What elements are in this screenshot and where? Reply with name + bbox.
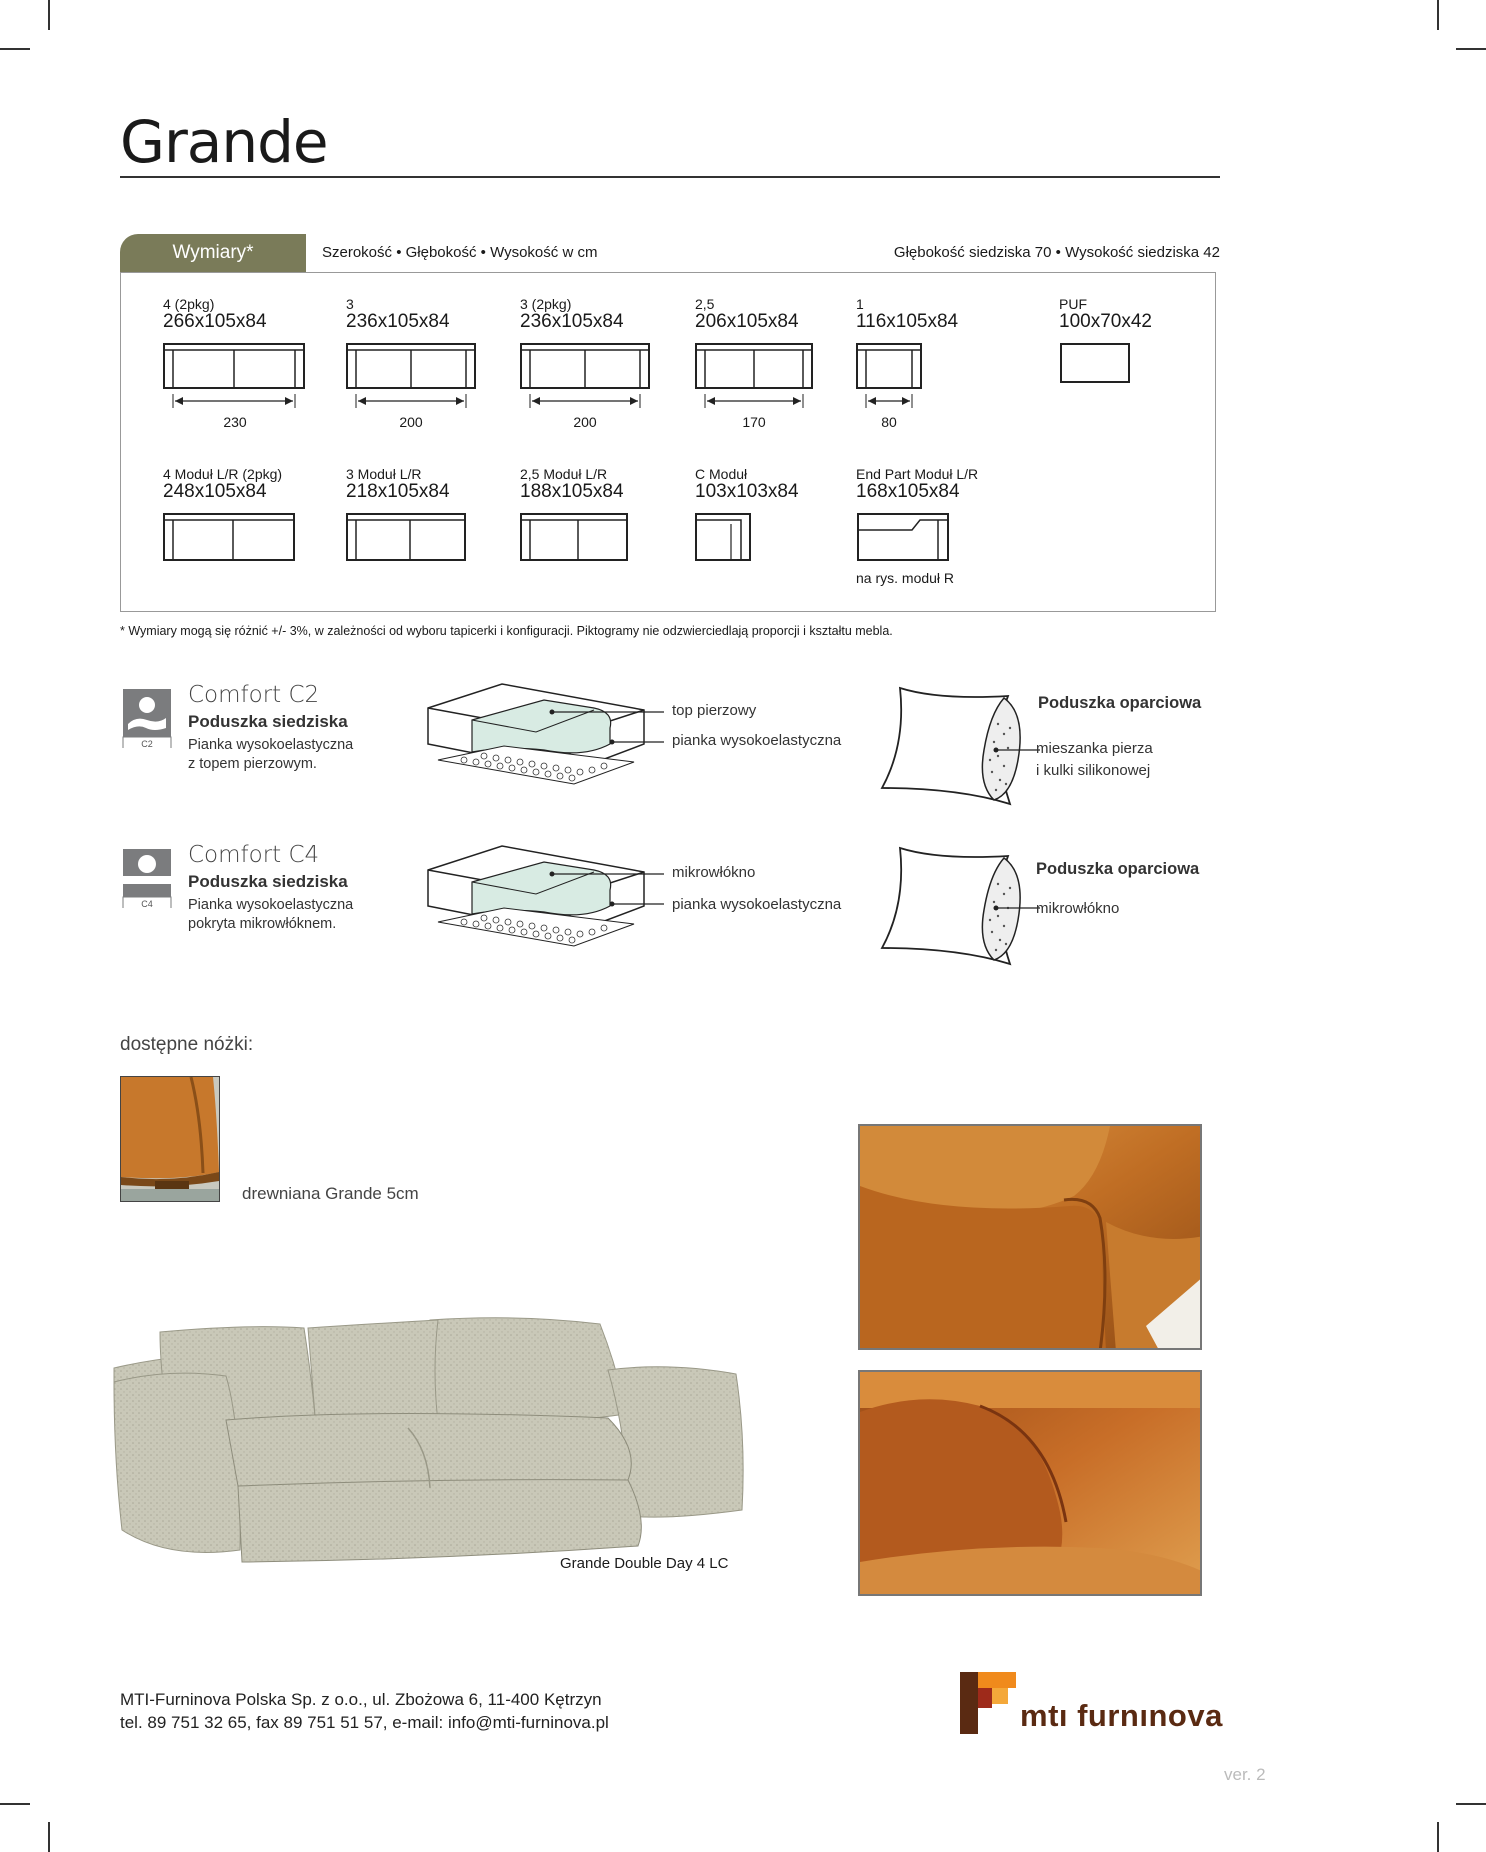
inner-width: 200	[573, 414, 597, 430]
company-info	[120, 1688, 609, 1734]
end-part-pictogram	[856, 510, 952, 564]
inner-width: 80	[881, 414, 897, 430]
module-dims: 218x105x84	[346, 481, 450, 502]
comfort-c2-icon	[122, 688, 172, 748]
company-logo	[960, 1672, 1223, 1742]
module-pictogram	[163, 510, 297, 564]
comfort-icon-code: C4	[141, 899, 153, 908]
detail-photo-cushion	[858, 1370, 1202, 1596]
crop-mark	[48, 1822, 50, 1852]
module-note: na rys. moduł R	[856, 570, 955, 586]
dimensions-tab: Wymiary*	[120, 234, 306, 272]
comfort-icon-code: C2	[141, 739, 153, 748]
pouf-pictogram	[1059, 340, 1133, 386]
module-name: PUF	[1059, 296, 1087, 312]
module-dims: 248x105x84	[163, 481, 267, 502]
comfort-desc: Pianka wysokoelastyczna	[188, 897, 354, 913]
sofa-pictogram	[346, 340, 480, 420]
back-pillow-title: Poduszka oparciowa	[1036, 860, 1200, 878]
sofa-pictogram	[856, 340, 926, 420]
crop-mark	[1437, 0, 1439, 30]
module-name: 2,5	[695, 296, 715, 312]
crop-mark	[48, 0, 50, 30]
logo-mark	[960, 1672, 1020, 1736]
page-title: Grande	[120, 108, 328, 176]
version-label: ver. 2	[1224, 1765, 1266, 1784]
crop-mark	[0, 1803, 30, 1805]
leg-label: drewniana Grande 5cm	[242, 1184, 419, 1203]
module-1	[856, 296, 958, 430]
dimensions-header-right: Głębokość siedziska 70 • Wysokość siedziska 42	[893, 244, 1220, 261]
layer-label: pianka wysokoelastyczna	[672, 896, 842, 913]
module-name: C Moduł	[695, 466, 748, 482]
module-3-2pkg	[520, 296, 654, 430]
module-dims: 103x103x84	[695, 481, 799, 502]
inner-width: 230	[223, 414, 247, 430]
comfort-desc: pokryta mikrowłóknem.	[188, 916, 337, 932]
module-name: 1	[856, 296, 864, 312]
module-name: End Part Moduł L/R	[856, 466, 979, 482]
module-dims: 236x105x84	[346, 311, 450, 332]
sofa-pictogram	[695, 340, 815, 420]
company-contact: tel. 89 751 32 65, fax 89 751 51 57, e-mail: info@mti-furninova.pl	[120, 1713, 609, 1732]
module-puf	[1059, 296, 1152, 386]
module-name: 2,5 Moduł L/R	[520, 466, 608, 482]
comfort-c4-text	[188, 842, 353, 934]
corner-module-pictogram	[695, 510, 755, 564]
module-4-2pkg	[163, 296, 307, 430]
module-name: 3	[346, 296, 354, 312]
back-pillow-c2-illustration	[878, 684, 1040, 808]
back-pillow-title: Poduszka oparciowa	[1038, 694, 1202, 712]
comfort-desc: z topem pierzowym.	[188, 756, 317, 772]
module-dims: 168x105x84	[856, 481, 960, 502]
comfort-title: Comfort C4	[188, 842, 320, 868]
back-pillow-filling: i kulki silikonowej	[1036, 762, 1151, 779]
company-address: MTI-Furninova Polska Sp. z o.o., ul. Zbożowa 6, 11-400 Kętrzyn	[120, 1690, 602, 1709]
crop-mark	[1437, 1822, 1439, 1852]
module-3	[346, 296, 480, 430]
module-2-5	[695, 296, 815, 430]
back-pillow-filling: mikrowłókno	[1036, 900, 1120, 917]
module-dims: 266x105x84	[163, 311, 267, 332]
module-name: 3 Moduł L/R	[346, 466, 422, 482]
back-pillow-c4-illustration	[878, 844, 1040, 968]
module-name: 4 (2pkg)	[163, 296, 215, 312]
comfort-c4-icon	[122, 848, 172, 908]
module-dims: 236x105x84	[520, 311, 624, 332]
module-pictogram	[520, 510, 630, 564]
module-end-part	[856, 466, 978, 586]
module-2-5-modul	[520, 466, 630, 564]
back-pillow-filling: mieszanka pierza	[1036, 740, 1153, 757]
velvet-cushion-image	[860, 1372, 1202, 1596]
module-name: 4 Moduł L/R (2pkg)	[163, 466, 283, 482]
comfort-desc: Pianka wysokoelastyczna	[188, 737, 354, 753]
module-pictogram	[346, 510, 470, 564]
module-name: 3 (2pkg)	[520, 296, 572, 312]
module-dims: 188x105x84	[520, 481, 624, 502]
wooden-leg-image	[121, 1077, 220, 1202]
crop-mark	[1456, 1803, 1486, 1805]
sofa-caption: Grande Double Day 4 LC	[560, 1555, 729, 1572]
comfort-subtitle: Poduszka siedziska	[188, 872, 348, 891]
crop-mark	[1456, 48, 1486, 50]
module-dims: 206x105x84	[695, 311, 799, 332]
cushion-c4-illustration	[424, 842, 670, 960]
inner-width: 170	[742, 414, 766, 430]
comfort-subtitle: Poduszka siedziska	[188, 712, 348, 731]
dimensions-footnote: * Wymiary mogą się różnić +/- 3%, w zależności od wyboru tapicerki i konfiguracji. Piktogramy nie odzwierciedlają proporcji i kształtu mebla.	[120, 624, 893, 638]
crop-mark	[0, 48, 30, 50]
sofa-pictogram	[163, 340, 307, 420]
layer-label: mikrowłókno	[672, 864, 756, 881]
dimensions-header-left: Szerokość • Głębokość • Wysokość w cm	[322, 244, 598, 261]
sofa-pictogram	[520, 340, 654, 420]
layer-label: top pierzowy	[672, 702, 757, 719]
module-3-modul	[346, 466, 470, 564]
module-dims: 100x70x42	[1059, 311, 1152, 332]
cushion-c2-illustration	[424, 680, 670, 798]
title-divider	[120, 176, 1220, 178]
logo-text: mtı furnınova	[1020, 1698, 1223, 1733]
sofa-photo	[108, 1310, 748, 1582]
velvet-armrest-image	[860, 1126, 1202, 1350]
module-4-modul	[163, 466, 297, 564]
comfort-title: Comfort C2	[188, 682, 320, 708]
detail-photo-armrest	[858, 1124, 1202, 1350]
legs-title: dostępne nóżki:	[120, 1034, 254, 1055]
comfort-c2-text	[188, 682, 353, 774]
layer-label: pianka wysokoelastyczna	[672, 732, 842, 749]
inner-width: 200	[399, 414, 423, 430]
module-c-modul	[695, 466, 799, 564]
module-dims: 116x105x84	[856, 311, 959, 332]
leg-thumbnail	[120, 1076, 220, 1202]
